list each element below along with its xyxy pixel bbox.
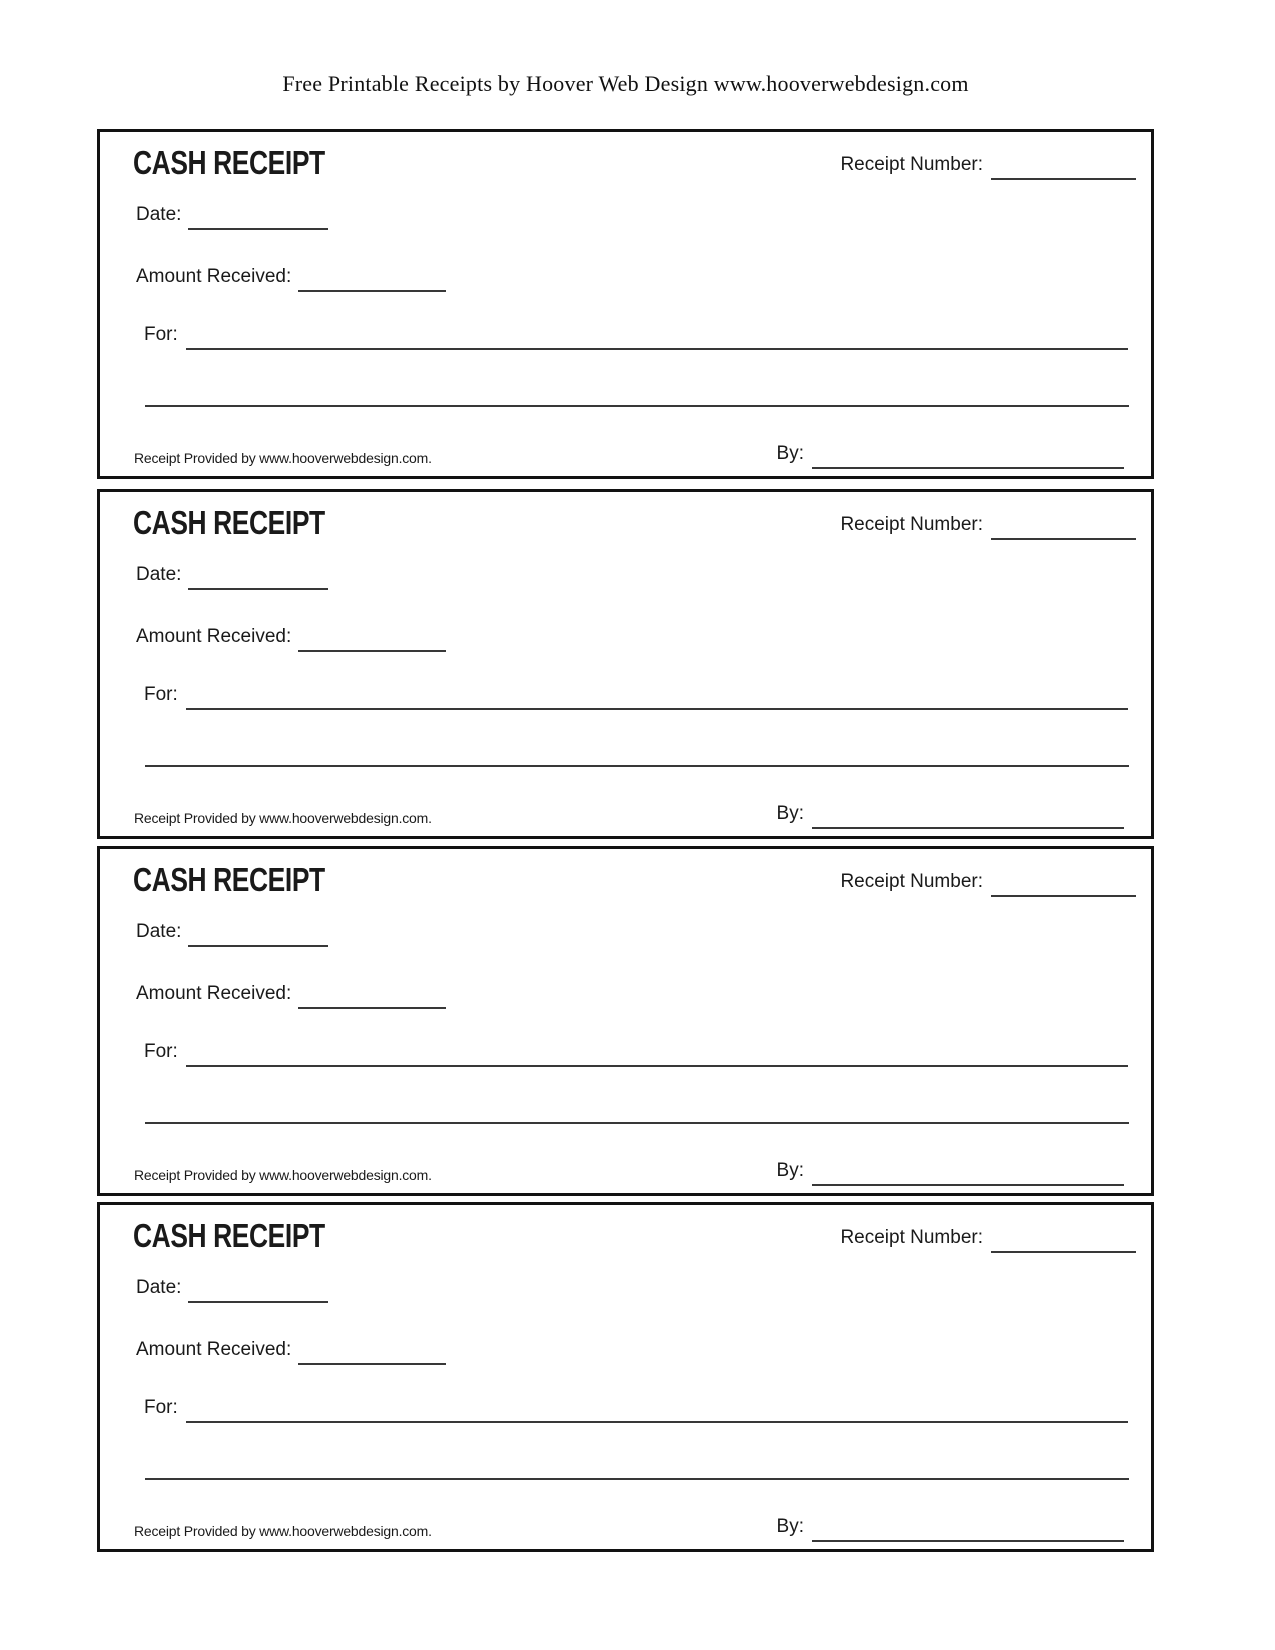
for-label: For: xyxy=(144,1041,178,1062)
receipt-number-field xyxy=(840,871,1136,893)
provider-note: Receipt Provided by www.hooverwebdesign.com. xyxy=(134,1167,432,1183)
provider-note: Receipt Provided by www.hooverwebdesign.com. xyxy=(134,810,432,826)
receipt-number-blank-line xyxy=(991,1245,1136,1253)
for-field xyxy=(144,684,1128,706)
date-field xyxy=(136,204,328,226)
amount-received-label: Amount Received: xyxy=(136,1339,292,1360)
date-blank-line xyxy=(188,1295,328,1303)
amount-received-label: Amount Received: xyxy=(136,983,292,1004)
for-continuation-line xyxy=(145,1122,1129,1124)
receipt-number-label: Receipt Number: xyxy=(840,871,983,892)
amount-received-blank-line xyxy=(298,284,446,292)
date-blank-line xyxy=(188,222,328,230)
receipt-title-text: CASH RECEIPT xyxy=(133,144,325,181)
amount-received-blank-line xyxy=(298,644,446,652)
by-label: By: xyxy=(776,1159,804,1181)
receipt-title-text: CASH RECEIPT xyxy=(133,504,325,541)
date-label: Date: xyxy=(136,204,182,225)
receipt-number-label: Receipt Number: xyxy=(840,154,983,175)
for-field xyxy=(144,1397,1128,1419)
date-label: Date: xyxy=(136,564,182,585)
receipt-title xyxy=(133,504,373,542)
by-blank-line xyxy=(812,1178,1124,1186)
amount-received-field xyxy=(136,1339,446,1361)
for-blank-line xyxy=(186,702,1128,710)
by-blank-line xyxy=(812,821,1124,829)
for-continuation-line xyxy=(145,405,1129,407)
provider-note: Receipt Provided by www.hooverwebdesign.com. xyxy=(134,450,432,466)
receipt-card xyxy=(97,129,1154,479)
amount-received-blank-line xyxy=(298,1357,446,1365)
receipt-number-blank-line xyxy=(991,172,1136,180)
by-label: By: xyxy=(776,442,804,464)
receipt-number-field xyxy=(840,514,1136,536)
for-field xyxy=(144,1041,1128,1063)
amount-received-label: Amount Received: xyxy=(136,626,292,647)
amount-received-blank-line xyxy=(298,1001,446,1009)
amount-received-label: Amount Received: xyxy=(136,266,292,287)
for-blank-line xyxy=(186,1415,1128,1423)
date-label: Date: xyxy=(136,921,182,942)
for-continuation-line xyxy=(145,1478,1129,1480)
for-continuation-line xyxy=(145,765,1129,767)
date-field xyxy=(136,1277,328,1299)
by-blank-line xyxy=(812,461,1124,469)
receipt-number-label: Receipt Number: xyxy=(840,1227,983,1248)
for-label: For: xyxy=(144,324,178,345)
receipt-card xyxy=(97,489,1154,839)
by-field xyxy=(777,1516,1124,1538)
by-field xyxy=(777,443,1124,465)
date-field xyxy=(136,564,328,586)
receipt-number-blank-line xyxy=(991,889,1136,897)
receipt-number-field xyxy=(840,1227,1136,1249)
for-label: For: xyxy=(144,684,178,705)
page-header: Free Printable Receipts by Hoover Web Design www.hooverwebdesign.com xyxy=(282,71,969,96)
receipt-number-field xyxy=(840,154,1136,176)
by-field xyxy=(777,1160,1124,1182)
amount-received-field xyxy=(136,626,446,648)
receipt-number-blank-line xyxy=(991,532,1136,540)
amount-received-field xyxy=(136,266,446,288)
for-blank-line xyxy=(186,342,1128,350)
by-label: By: xyxy=(776,1515,804,1537)
receipt-title-text: CASH RECEIPT xyxy=(133,1217,325,1254)
receipt-card xyxy=(97,846,1154,1196)
receipt-number-label: Receipt Number: xyxy=(840,514,983,535)
receipt-title xyxy=(133,861,373,899)
for-field xyxy=(144,324,1128,346)
by-blank-line xyxy=(812,1534,1124,1542)
date-blank-line xyxy=(188,582,328,590)
receipt-card xyxy=(97,1202,1154,1552)
date-field xyxy=(136,921,328,943)
receipt-title xyxy=(133,1217,373,1255)
by-field xyxy=(777,803,1124,825)
date-label: Date: xyxy=(136,1277,182,1298)
date-blank-line xyxy=(188,939,328,947)
amount-received-field xyxy=(136,983,446,1005)
receipt-title-text: CASH RECEIPT xyxy=(133,861,325,898)
provider-note: Receipt Provided by www.hooverwebdesign.com. xyxy=(134,1523,432,1539)
receipt-title xyxy=(133,144,373,182)
for-label: For: xyxy=(144,1397,178,1418)
by-label: By: xyxy=(776,802,804,824)
for-blank-line xyxy=(186,1059,1128,1067)
